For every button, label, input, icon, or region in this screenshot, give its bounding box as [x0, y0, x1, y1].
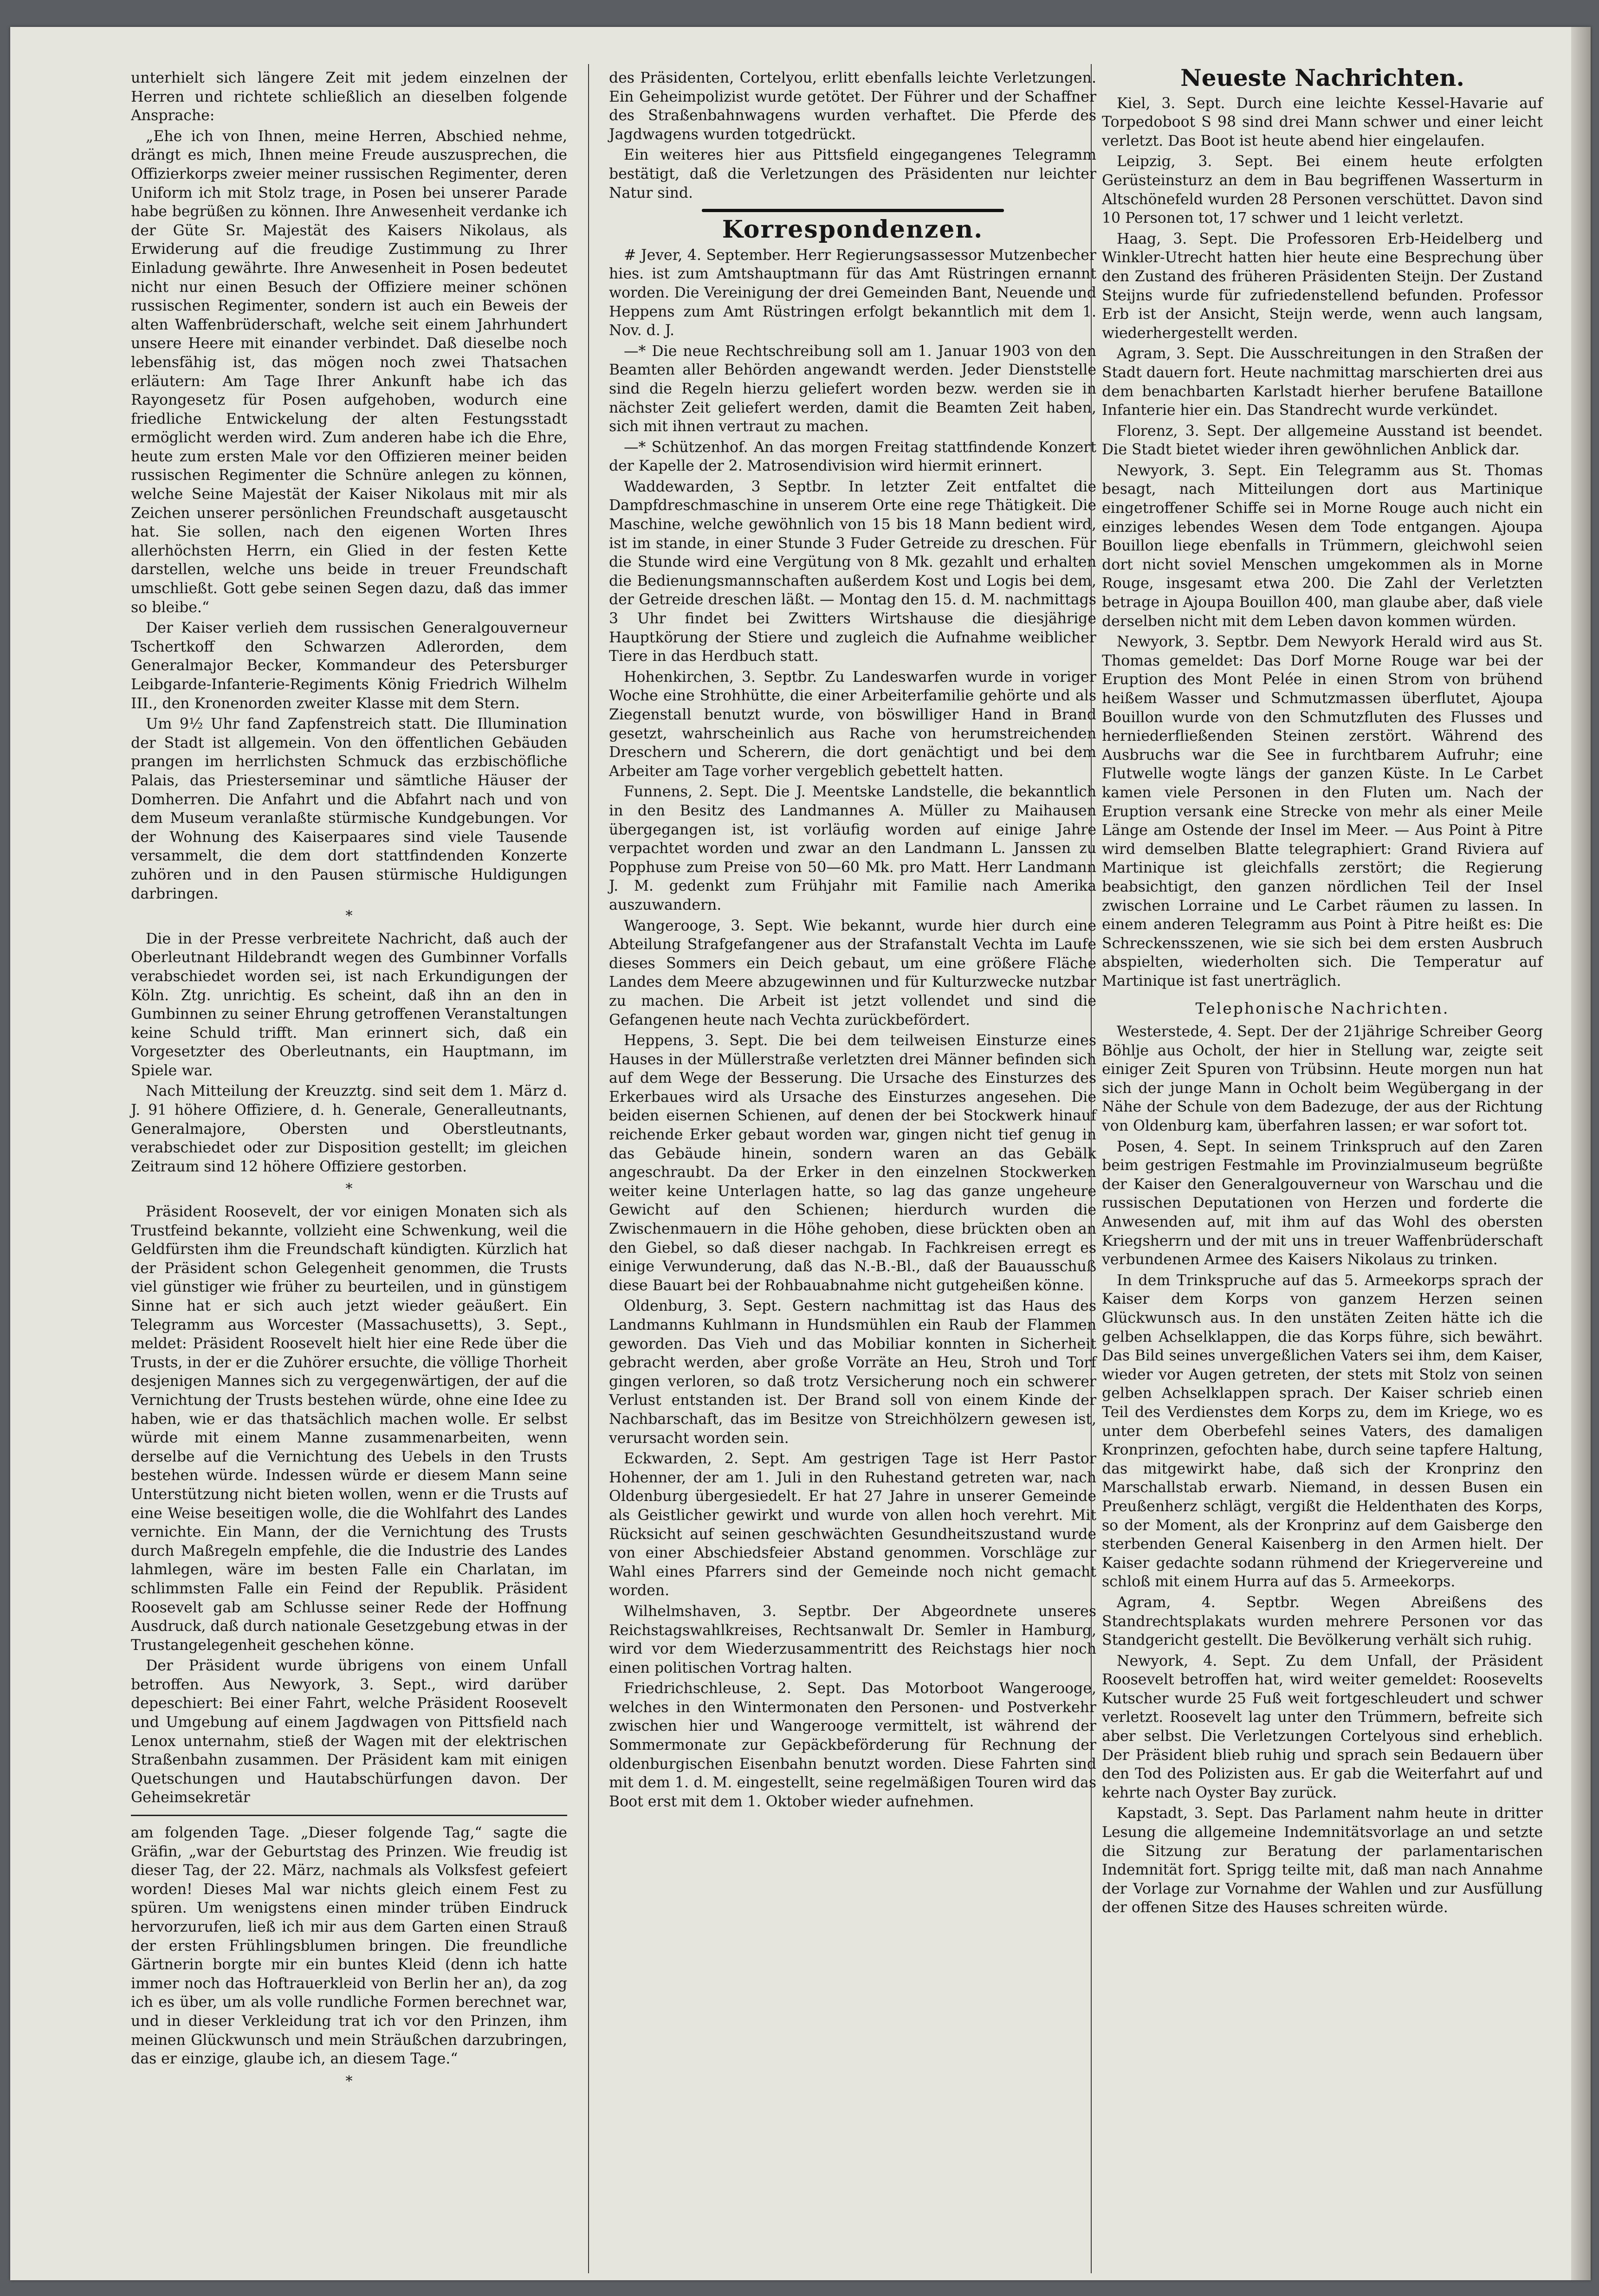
- article-text: Um 9½ Uhr fand Zapfenstreich statt. Die Illumination der Stadt ist allgemein. Von den öffentlichen Gebäuden prangen im herrlichsten Schmuck das erzbischöfliche Palais, das Priesterseminar und sämtliche Häuser der Domherren. Die Anfahrt und die Abfahrt nach und von dem Museum veranlaßte stürmische Kundgebungen. Vor der Wohnung des Kaiserpaares sind viele Tausende versammelt, die dem dort stattfindenden Konzerte zuhören und in den Pausen stürmische Huldigungen darbringen.: [131, 716, 567, 902]
- section-separator: *: [345, 1181, 353, 1197]
- news-item: Heppens, 3. Sept. Die bei dem teilweisen Einsturze eines Hauses in der Müllerstraße verletzten drei Männer befinden sich auf dem Wege der Besserung. Die Ursache des Einsturzes des Erkerbaues wird als Ursache des Einsturzes angesehen. Die beiden eisernen Schienen, auf denen der bei Stockwerk hinauf reichende Erker gebaut worden war, gingen nicht tief genug in das Gebäude hinein, sondern waren an das Gebälk angeschraubt. Da der Erker in den einzelnen Stockwerken weiter keine Unterlagen hatte, so lag das ganze ungeheure Gewicht auf den Schienen; hierdurch wurden die Zwischenmauern in die Höhe gehoben, diese brückten oben an den Giebel, so daß dieser nachgab. In Fachkreisen erregt es einige Verwunderung, daß das N.-B.-Bl., daß der Bauausschuß diese Bauart bei der Rohbauabnahme nicht gutgeheißen könne.: [609, 1032, 1096, 1294]
- section-separator: *: [345, 908, 353, 925]
- roosevelt-article: Präsident Roosevelt, der vor einigen Monaten sich als Trustfeind bekannte, vollzieht eine Schwenkung, weil die Geldfürsten ihm die Freundschaft kündigten. Kürzlich hat der Präsident schon Gelegenheit genommen, die Trusts viel günstiger wie früher zu beurteilen, und in günstigem Sinne hat er sich auch jetzt wieder geäußert. Ein Telegramm aus Worcester (Massachusetts), 3. Sept., meldet: Präsident Roosevelt hielt hier eine Rede über die Trusts, in der er die Zuhörer ersuchte, die völlige Thorheit desjenigen Mannes sich zu vergegenwärtigen, der auf die Vernichtung der Trusts bestehen würde, ohne eine Idee zu haben, wie er das thatsächlich machen wolle. Er selbst würde mit einem Manne zusammenarbeiten, wenn derselbe auf die Vernichtung des Uebels in den Trusts bestehen würde. Indessen würde er diesem Mann seine Unterstützung nicht bieten wollen, wenn er die Trusts auf eine Weise beseitigen wolle, die die Wohlfahrt des Landes vernichte. Ein Mann, der die Vernichtung des Trusts durch Maßregeln empfehle, die die Industrie des Landes lahmlegen, wäre im besten Falle ein Charlatan, im schlimmsten Falle ein Feind der Republik. Präsident Roosevelt gab am Schlusse seiner Rede der Hoffnung Ausdruck, daß durch nationale Gesetzgebung etwas in der Trustangelegenheit geschehen könne.: [131, 1203, 567, 1654]
- feuilleton-rule: [131, 1815, 567, 1816]
- article-text: unterhielt sich längere Zeit mit jedem einzelnen der Herren und richtete schließlich an dieselben folgende Ansprache:: [131, 70, 567, 124]
- news-item: Florenz, 3. Sept. Der allgemeine Ausstand ist beendet. Die Stadt bietet wieder ihren gewöhnlichen Anblick dar.: [1102, 422, 1543, 459]
- news-item: Leipzig, 3. Sept. Bei einem heute erfolgten Gerüsteinsturz an dem in Bau begriffenen Wasserturm in Altschönefeld wurden 28 Personen verschüttet. Davon sind 10 Personen tot, 17 schwer und 1 leicht verletzt.: [1102, 153, 1543, 227]
- feuilleton-text: am folgenden Tage. „Dieser folgende Tag,“ sagte die Gräfin, „war der Geburtstag des Prinzen. Wie freudig ist dieser Tag, der 22. März, nachmals als Volksfest gefeiert worden! Dieses Mal war nichts gleich einem Fest zu spüren. Um wenigstens einen minder trüben Eindruck hervorzurufen, ließ ich mir aus dem Garten einen Strauß der ersten Frühlingsblumen bringen. Die freundliche Gärtnerin borgte mir ein buntes Kleid (denn ich hatte immer noch das Hoftrauerkleid von Berlin her an), da zog ich es über, um als volle rundliche Formen berechnet war, und in dieser Verkleidung trat ich vor den Prinzen, ihm meinen Glückwunsch und mein Sträußchen darzubringen, das er einzige, glaube ich, an diesem Tage.“: [131, 1824, 567, 2068]
- article-text: Ein weiteres hier aus Pittsfield eingegangenes Telegramm bestätigt, daß die Verletzungen des Präsidenten nur leichter Natur sind.: [609, 147, 1096, 201]
- news-item: Eckwarden, 2. Sept. Am gestrigen Tage ist Herr Pastor Hohenner, der am 1. Juli in den Ruhestand getreten war, nach Oldenburg übergesiedelt. Er hat 27 Jahre in unserer Gemeinde als Geistlicher gewirkt und wurde von allen hoch verehrt. Mit Rücksicht auf seinen geschwächten Gesundheitszustand wurde von einer Abschiedsfeier Abstand genommen. Vorschläge zur Wahl eines Pfarrers sind der Gemeinde noch nicht gemacht worden.: [609, 1450, 1096, 1599]
- article-text: Die in der Presse verbreitete Nachricht, daß auch der Oberleutnant Hildebrandt wegen des Gumbinner Vorfalls verabschiedet worden sei, ist nach Erkundigungen der Köln. Ztg. unrichtig. Es scheint, daß ihn an den in Gumbinnen zu seiner Ehrung getroffenen Veranstaltungen keine Schuld trifft. Man erinnert sich, daß ein Vorgesetzter des Oberleutnants, ein Hauptmann, im Spiele war.: [131, 930, 567, 1079]
- news-item: Wilhelmshaven, 3. Septbr. Der Abgeordnete unseres Reichstagswahlkreises, Rechtsanwalt Dr. Semler in Hamburg, wird vor dem Wiederzusammentritt des Reichstags hier noch einen politischen Vortrag halten.: [609, 1603, 1096, 1676]
- news-item: Westerstede, 4. Sept. Der der 21jährige Schreiber Georg Böhlje aus Ocholt, der hier in Stellung war, zeigte seit einiger Zeit Spuren von Trübsinn. Heute morgen nun hat sich der junge Mann in Ocholt beim Wegübergang in der Nähe der Schule von dem Badezuge, der aus der Richtung von Oldenburg kam, überfahren lassen; er war sofort tot.: [1102, 1023, 1543, 1135]
- news-item: Waddewarden, 3 Septbr. In letzter Zeit entfaltet die Dampfdreschmaschine in unserem Orte eine rege Thätigkeit. Die Maschine, welche gewöhnlich von 15 bis 18 Mann bedient wird, ist im stande, in einer Stunde 3 Fuder Getreide zu dreschen. Für die Stunde wird eine Vergütung von 8 Mk. gezahlt und erhalten die Bedienungsmannschaften außerdem Kost und Logis bei dem, der Getreide dreschen läßt. — Montag den 15. d. M. nachmittags 3 Uhr findet bei Zwitters Wirtshause die diesjährige Hauptkörung der Stiere und zugleich die Aufnahme weiblicher Tiere in das Herdbuch statt.: [609, 478, 1096, 665]
- article-text: Der Präsident wurde übrigens von einem Unfall betroffen. Aus Newyork, 3. Sept., wird darüber depeschiert: Bei einer Fahrt, welche Präsident Roosevelt und Umgebung auf einem Jagdwagen von Pittsfield nach Lenox unternahm, stieß der Wagen mit der elektrischen Straßenbahn zusammen. Der Präsident kam mit einigen Quetschungen und Hautabschürfungen davon. Der Geheimsekretär: [131, 1657, 567, 1806]
- page-binding-edge: [1571, 27, 1591, 2280]
- column-left: [131, 69, 567, 2095]
- column-rule-left: [588, 64, 589, 2273]
- news-item: Agram, 3. Sept. Die Ausschreitungen in den Straßen der Stadt dauern fort. Heute nachmittag marschierten drei aus dem benachbarten Karlstadt hierher berufene Bataillone Infanterie hier ein. Das Standrecht wurde verkündet.: [1102, 345, 1543, 419]
- article-text: Nach Mitteilung der Kreuzztg. sind seit dem 1. März d. J. 91 höhere Offiziere, d. h. Generale, Generalleutnants, Generalmajore, Obersten und Oberstleutnants, verabschiedet oder zur Disposition gestellt; im gleichen Zeitraum sind 12 höhere Offiziere gestorben.: [131, 1083, 567, 1175]
- news-item: Newyork, 3. Sept. Ein Telegramm aus St. Thomas besagt, nach Mitteilungen dort aus Martinique eingetroffener Schiffe sei in Morne Rouge auch nicht ein einziges lebendes Wesen dem Tode entgangen. Ajoupa Bouillon liege ebenfalls in Trümmern, gleichwohl seien dort nicht soviel Menschen umgekommen als in Morne Rouge, insgesamt etwa 200. Die Zahl der Verletzten betrage in Ajoupa Bouillon 400, man glaube aber, daß viele derselben nicht mit dem Leben davon kommen würden.: [1102, 462, 1543, 630]
- news-item: Haag, 3. Sept. Die Professoren Erb-Heidelberg und Winkler-Utrecht hatten hier heute eine Besprechung über den Zustand des früheren Präsidenten Steijn. Der Zustand Steijns wurde für zufriedenstellend befunden. Professor Erb ist der Ansicht, Steijn werde, wenn auch langsam, wiederhergestellt werden.: [1102, 230, 1543, 342]
- news-item: In dem Trinkspruche auf das 5. Armeekorps sprach der Kaiser dem Korps von ganzem Herzen seinen Glückwunsch aus. In den unstäten Zeiten hätte ich die gelben Achselklappen, die das Korps führe, sich bewährt. Das Bild seines unvergeßlichen Vaters sei ihm, dem Kaiser, wieder vor Augen getreten, der stets mit Stolz von seinen gelben Achselklappen sprach. Der Kaiser schrieb einen Teil des Verdienstes dem Korps zu, dem im Kriege, wo es unter dem Oberbefehl seines Vaters, des damaligen Kronprinzen, gefochten habe, durch seine tapfere Haltung, das mitgewirkt habe, daß sich der Kronprinz den Marschallstab erwarb. Niemand, in dessen Busen ein Preußenherz schlägt, vergißt die Heldenthaten des Korps, so der Moment, als der Kronprinz auf dem Gaisberge den sterbenden General Kaisenberg in den Armen hielt. Der Kaiser gedachte sodann rühmend der Kriegervereine und schloß mit einem Hurra auf das 5. Armeekorps.: [1102, 1272, 1543, 1591]
- subsection-heading-telephonische: Telephonische Nachrichten.: [1195, 999, 1450, 1017]
- news-item: Newyork, 4. Sept. Zu dem Unfall, der Präsident Roosevelt betroffen hat, wird weiter gemeldet: Roosevelts Kutscher wurde 25 Fuß weit fortgeschleudert und schwer verletzt. Roosevelt lag unter den Trümmern, befreite sich aber selbst. Die Verletzungen Cortelyous sind erheblich. Der Präsident blieb ruhig und sprach sein Bedauern über den Tod des Polizisten aus. Er gab die Weiterfahrt auf und kehrte nach Oyster Bay zurück.: [1102, 1652, 1543, 1801]
- article-text: Der Kaiser verlieh dem russischen Generalgouverneur Tschertkoff den Schwarzen Adlerorden, dem Generalmajor Becker, Kommandeur des Petersburger Leibgarde-Infanterie-Regiments König Friedrich Wilhelm III., den Kronenorden zweiter Klasse mit dem Stern.: [131, 620, 567, 712]
- column-right: [1102, 64, 1543, 1919]
- news-item: —* Die neue Rechtschreibung soll am 1. Januar 1903 von den Beamten aller Behörden angewandt werden. Jeder Dienststelle sind die Regeln hierzu geliefert worden bezw. werden sie in nächster Zeit geliefert werden, damit die Beamten Zeit haben, sich mit ihnen vertraut zu machen.: [609, 343, 1096, 435]
- section-separator: *: [345, 2073, 353, 2089]
- news-item: Kiel, 3. Sept. Durch eine leichte Kessel-Havarie auf Torpedoboot S 98 sind drei Mann schwer und einer leicht verletzt. Das Boot ist heute abend hier eingelaufen.: [1102, 95, 1543, 149]
- news-item: Posen, 4. Sept. In seinem Trinkspruch auf den Zaren beim gestrigen Festmahle im Provinzialmuseum begrüßte der Kaiser den Generalgouverneur von Warschau und die russischen Deputationen von Herzen und forderte die Anwesenden auf, mit ihm auf das Wohl des obersten Kriegsherrn und der mit uns in treuer Waffenbrüderschaft verbundenen Armee des Kaisers Nikolaus zu trinken.: [1102, 1138, 1543, 1268]
- news-item: Funnens, 2. Sept. Die J. Meentske Landstelle, die bekanntlich in den Besitz des Landmannes A. Müller zu Maihausen übergegangen ist, ist vorläufig worden auf einige Jahre verpachtet worden und zwar an den Landmann L. Janssen zu Popphuse zum Preise von 50—60 Mk. pro Matt. Herr Landmann J. M. gedenkt zum Frühjahr mit Familie nach Amerika auszuwandern.: [609, 783, 1096, 913]
- section-rule: [702, 209, 1004, 212]
- section-heading-korrespondenzen: Korrespondenzen.: [722, 215, 984, 244]
- section-heading-neueste-nachrichten: Neueste Nachrichten.: [1180, 64, 1464, 91]
- news-item: Hohenkirchen, 3. Septbr. Zu Landeswarfen wurde in voriger Woche eine Strohhütte, die einer Arbeiterfamilie gehörte und als Ziegenstall benutzt wurde, von böswilliger Hand in Brand gesetzt, wahrscheinlich aus Rache von herumstreichenden Dreschern und Scherern, die dort genächtigt und bei dem Arbeiter am Tage vorher vergeblich gebettelt hatten.: [609, 668, 1096, 780]
- news-item: Newyork, 3. Septbr. Dem Newyork Herald wird aus St. Thomas gemeldet: Das Dorf Morne Rouge war bei der Eruption des Mont Pelée in einen Strom von brühend heißem Wasser und Schmutzmassen überflutet, Ajoupa Bouillon wurde von den Schmutzfluten des Flusses und herniederfließenden Steinen zerstört. Während des Ausbruchs war die See in furchtbarem Aufruhr; eine Flutwelle wogte längs der ganzen Küste. In Le Carbet kamen viele Personen in den Fluten um. Nach der Eruption versank eine Strecke von mehr als einer Meile Länge am Ostende der Insel im Meer. — Aus Point à Pitre wird demselben Blatte telegraphiert: Grand Riviera auf Martinique ist gleichfalls zerstört; die Regierung beabsichtigt, den ganzen nördlichen Teil der Insel zwischen Lorraine und Le Carbet räumen zu lassen. In einem anderen Telegramm aus Point à Pitre heißt es: Die Schreckensszenen, wie sie sich bei dem ersten Ausbruch abspielten, wiederholten sich. Die Temperatur auf Martinique ist fast unerträglich.: [1102, 634, 1543, 990]
- column-middle: [609, 69, 1096, 1813]
- news-item: Agram, 4. Septbr. Wegen Abreißens des Standrechtsplakats wurden mehrere Personen vor das Standgericht gestellt. Die Bevölkerung verhält sich ruhig.: [1102, 1594, 1543, 1649]
- newspaper-page: [10, 27, 1591, 2280]
- news-item: Wangerooge, 3. Sept. Wie bekannt, wurde hier durch eine Abteilung Strafgefangener aus der Strafanstalt Vechta im Laufe dieses Sommers ein Deich gebaut, um eine größere Fläche Landes dem Meere abzugewinnen und für Kulturzwecke nutzbar zu machen. Die Arbeit ist jetzt vollendet und sind die Gefangenen heute nach Vechta zurückbefördert.: [609, 917, 1096, 1028]
- news-item: Friedrichschleuse, 2. Sept. Das Motorboot Wangerooge, welches in den Wintermonaten den Personen- und Postverkehr zwischen hier und Wangerooge vermittelt, ist während der Sommermonate zur Gepäckbeförderung für Rechnung der oldenburgischen Eisenbahn benutzt worden. Diese Fahrten sind mit dem 1. d. M. eingestellt, seine regelmäßigen Touren wird das Boot erst mit dem 1. Oktober wieder aufnehmen.: [609, 1680, 1096, 1810]
- news-item: Kapstadt, 3. Sept. Das Parlament nahm heute in dritter Lesung die allgemeine Indemnitätsvorlage an und setzte die Sitzung zur Beratung der parlamentarischen Indemnität fort. Sprigg teilte mit, daß man nach Annahme der Vorlage zur Vornahme der Wahlen und zur Ausfüllung der offenen Sitze des Hauses schreiten würde.: [1102, 1805, 1543, 1916]
- news-item: # Jever, 4. September. Herr Regierungsassessor Mutzenbecher hies. ist zum Amtshauptmann für das Amt Rüstringen ernannt worden. Die Vereinigung der drei Gemeinden Bant, Neuende und Heppens zum Amt Rüstringen erfolgt bekanntlich mit dem 1. Nov. d. J.: [609, 246, 1096, 339]
- article-text: des Präsidenten, Cortelyou, erlitt ebenfalls leichte Verletzungen. Ein Geheimpolizist wurde getötet. Der Führer und der Schaffner des Straßenbahnwagens wurden verhaftet. Die Pferde des Jagdwagens wurden totgedrückt.: [609, 70, 1096, 143]
- kaiser-speech: „Ehe ich von Ihnen, meine Herren, Abschied nehme, drängt es mich, Ihnen meine Freude auszusprechen, die Offizierkorps zweier meiner russischen Regimenter, deren Uniform ich mit Stolz trage, in Posen bei unserer Parade habe begrüßen zu können. Ihre Anwesenheit verdanke ich der Güte Sr. Majestät des Kaisers Nikolaus, als Erwiderung auf die freudige Zustimmung zu Ihrer Einladung gewährte. Ihre Anwesenheit in Posen bedeutet nicht nur einen Besuch der Offiziere meiner schönen russischen Regimenter, sondern ist auch ein Beweis der alten Waffenbrüderschaft, welche seit einem Jahrhundert unsere Heere mit einander verbindet. Daß dieselbe noch lebensfähig ist, das mögen noch zwei Thatsachen erläutern: Am Tage Ihrer Ankunft habe ich das Rayongesetz für Posen aufgehoben, wodurch eine friedliche Entwickelung der alten Festungsstadt ermöglicht werden wird. Zum anderen habe ich die Ehre, heute zum ersten Male vor den Offizieren meiner beiden russischen Regimenter die Schnüre anlegen zu können, welche Seine Majestät der Kaiser Nikolaus mit mir als Zeichen unserer persönlichen Freundschaft ausgetauscht hat. Sie sollen, nach den eigenen Worten Ihres allerhöchsten Herrn, ein Glied in der festen Kette darstellen, welche uns beide in treuer Freundschaft umschließt. Gott gebe seinen Segen dazu, daß das immer so bleibe.“: [131, 128, 567, 616]
- news-item: —* Schützenhof. An das morgen Freitag stattfindende Konzert der Kapelle der 2. Matrosendivision wird hiermit erinnert.: [609, 439, 1096, 475]
- news-item: Oldenburg, 3. Sept. Gestern nachmittag ist das Haus des Landmanns Kuhlmann in Hundsmühlen ein Raub der Flammen geworden. Das Vieh und das Mobiliar konnten in Sicherheit gebracht werden, aber große Vorräte an Heu, Stroh und Torf gingen verloren, so daß trotz Versicherung noch ein schwerer Verlust entstanden ist. Der Brand soll von einem Kinde der Nachbarschaft, das im Besitze von Streichhölzern gewesen ist, verursacht worden sein.: [609, 1298, 1096, 1447]
